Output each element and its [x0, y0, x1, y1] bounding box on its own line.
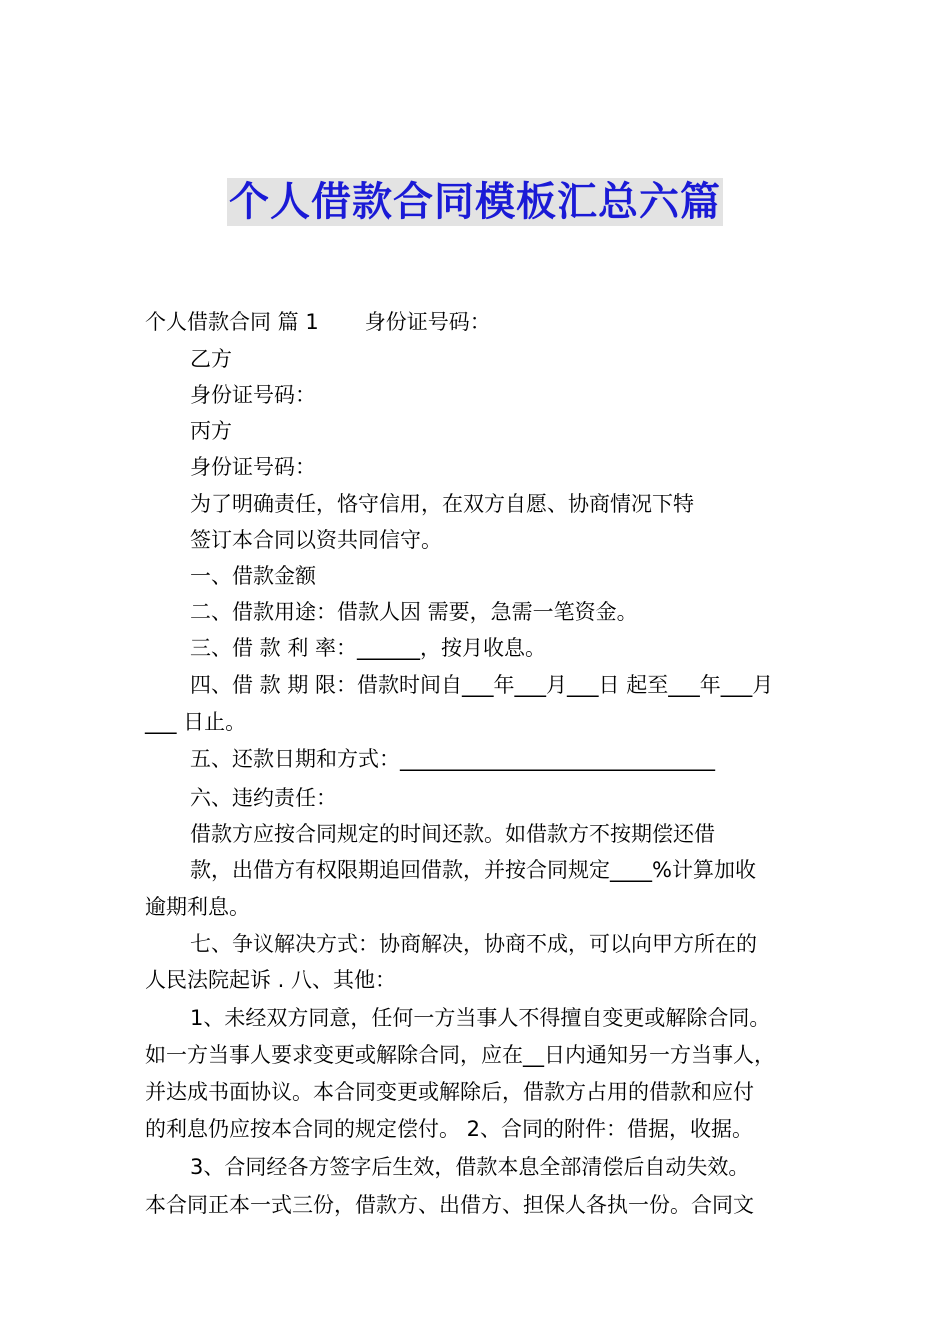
first-line	[145, 308, 491, 336]
preamble-line-2: 签订本合同以资共同信守。	[190, 528, 442, 552]
clause-7-dispute-cont: 人民法院起诉 . 八、其他：	[145, 968, 397, 992]
clause-5-repayment: 五、还款日期和方式：______________________________	[190, 747, 715, 771]
document-title: 个人借款合同模板汇总六篇	[229, 179, 721, 225]
clause-6-breach: 六、违约责任：	[190, 786, 337, 810]
breach-line-1: 借款方应按合同规定的时间还款。如借款方不按期偿还借	[190, 822, 715, 846]
other-item-1-cont-2: 并达成书面协议。本合同变更或解除后，借款方占用的借款和应付	[145, 1080, 754, 1104]
party-b-id-label: 身份证号码：	[190, 383, 316, 407]
clause-3-rate: 三、借 款 利 率：______，按月收息。	[190, 636, 547, 660]
breach-line-3: 逾期利息。	[145, 895, 250, 919]
clause-4-term-cont: ___ 日止。	[145, 710, 247, 734]
party-c-label: 丙方	[190, 419, 232, 443]
other-item-3-cont: 本合同正本一式三份，借款方、出借方、担保人各执一份。合同文	[145, 1193, 754, 1217]
clause-7-dispute: 七、争议解决方式：协商解决，协商不成，可以向甲方所在的	[190, 932, 757, 956]
breach-line-2: 款，出借方有权限期追回借款，并按合同规定____%计算加收	[190, 858, 756, 882]
title-container	[0, 178, 950, 226]
party-b-label: 乙方	[190, 347, 232, 371]
clause-1-amount: 一、借款金额	[190, 564, 316, 588]
party-c-id-label: 身份证号码：	[190, 455, 316, 479]
other-item-1-cont-1: 如一方当事人要求变更或解除合同，应在__日内通知另一方当事人，	[145, 1043, 775, 1067]
contract-heading: 个人借款合同 篇 1	[145, 310, 319, 334]
other-item-1: 1、未经双方同意，任何一方当事人不得擅自变更或解除合同。	[190, 1006, 771, 1030]
clause-2-purpose: 二、借款用途：借款人因 需要，急需一笔资金。	[190, 600, 638, 624]
clause-4-term: 四、借 款 期 限：借款时间自___年___月___日 起至___年___月	[190, 673, 774, 697]
other-item-1-cont-3: 的利息仍应按本合同的规定偿付。 2、合同的附件：借据，收据。	[145, 1117, 754, 1141]
id-number-label: 身份证号码：	[364, 310, 491, 334]
preamble-line-1: 为了明确责任，恪守信用，在双方自愿、协商情况下特	[190, 492, 694, 516]
other-item-3: 3、合同经各方签字后生效，借款本息全部清偿后自动失效。	[190, 1155, 750, 1179]
